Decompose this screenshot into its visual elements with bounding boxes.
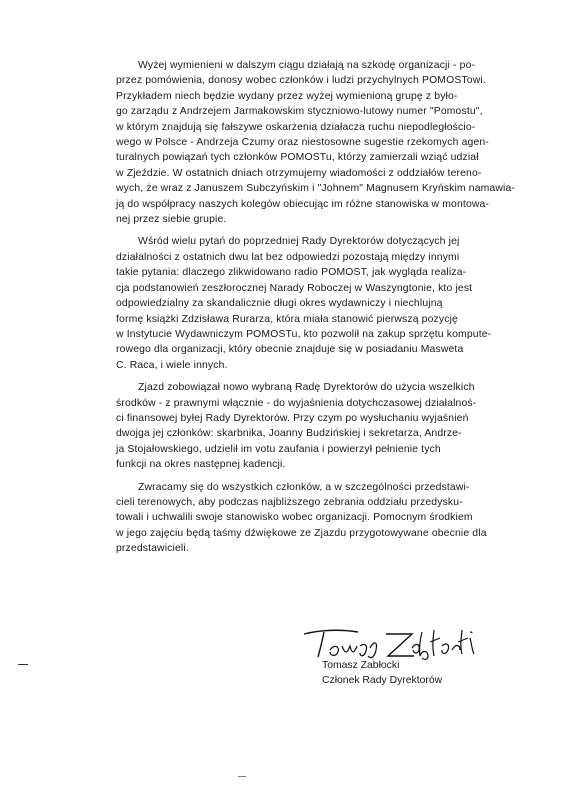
text-line: formę książki Zdzisława Rurarza, która miała stanowić pierwszą pozycję xyxy=(116,313,458,325)
paragraph-1 xyxy=(116,58,554,227)
text-line: wego w Polsce - Andrzeja Czumy oraz niestosowne sugestie rzekomych agen- xyxy=(116,137,489,149)
text-line: wych, że wraz z Januszem Subczyńskim i "Johnem" Magnusem Kryńskim namawia- xyxy=(116,183,516,195)
text-line: środków - z prawnymi włącznie - do wyjaśnienia dotychczasowej działalnoś- xyxy=(116,397,477,409)
text-line: w jego zajęciu będą taśmy dźwiękowe ze Zjazdu przygotowywane obecnie dla xyxy=(116,527,487,539)
text-line: Zwracamy się do wszystkich członków, a w szczególności przedstawi- xyxy=(138,481,470,493)
text-line: takie pytania: dlaczego zlikwidowano radio POMOST, jak wygląda realiza- xyxy=(116,267,467,279)
text-line: turalnych powiązań tych członków POMOSTu, którzy zamierzali wziąć udział xyxy=(116,152,479,164)
text-line: przez pomówienia, donosy wobec członków i ludzi przychylnych POMOSTowi. xyxy=(116,75,486,87)
text-line: w Instytucie Wydawniczym POMOSTu, kto pozwolił na zakup sprzętu komputе- xyxy=(116,328,492,340)
paragraph-4 xyxy=(116,480,554,557)
handwritten-signature-icon xyxy=(300,624,500,664)
signature-block xyxy=(300,624,540,694)
text-line: w Zjeździe. W ostatnich dniach otrzymujemy wiadomości z oddziałów tereno- xyxy=(116,167,482,179)
text-line: towali i uchwalili swoje stanowisko wobec organizacji. Pomocnym środkiem xyxy=(116,512,473,524)
text-line: C. Raca, i wiele innych. xyxy=(116,359,228,371)
text-line: Przykładem niech będzie wydany przez wyżej wymienioną grupę z było- xyxy=(116,90,458,102)
text-line: cja podstanowień zeszłorocznej Narady Roboczej w Waszyngtonie, kto jest xyxy=(116,282,473,294)
text-line: w którym znajdują się fałszywe oskarżenia działacza ruchu niepodległościo- xyxy=(116,121,476,133)
text-line: go zarządu z Andrzejem Jarmakowskim styczniowo-lutowy numer "Pomostu", xyxy=(116,106,483,118)
text-line: działalności z ostatnich dwu lat bez odpowiedzi pozostają między innymi xyxy=(116,251,460,263)
signatory-title: Członek Rady Dyrektorów xyxy=(322,675,443,686)
text-line: przedstawicieli. xyxy=(116,543,189,555)
signatory-name: Tomasz Zabłocki xyxy=(322,660,400,671)
text-line: odpowiedzialny za skandalicznie długi okres wydawniczy i niechlujną xyxy=(116,298,443,310)
text-line: ci finansowej byłej Rady Dyrektorów. Przy czym po wysłuchaniu wyjaśnień xyxy=(116,412,469,424)
text-line: dwojga jej członków: skarbnika, Joanny Budzińskiej i sekretarza, Andrze- xyxy=(116,428,462,440)
text-line: nej przez siebie grupie. xyxy=(116,214,227,226)
margin-mark xyxy=(18,664,28,665)
text-line: Wśród wielu pytań do poprzedniej Rady Dyrektorów dotyczących jej xyxy=(138,236,460,248)
text-line: ja Stojałowskiego, udzielił im votu zaufania i powierzył pełnienie tych xyxy=(116,443,441,455)
text-line: Zjazd zobowiązał nowo wybraną Radę Dyrektorów do użycia wszelkich xyxy=(138,382,475,394)
text-line: ją do współpracy naszych kolegów obiecując im różne stanowiska w montowa- xyxy=(116,198,490,210)
text-line: funkcji na okres następnej kadencji. xyxy=(116,459,286,471)
paragraph-2 xyxy=(116,234,554,373)
footer-mark xyxy=(238,776,246,777)
text-line: cieli terenowych, aby podczas najbliższego zebrania oddziału przedysku- xyxy=(116,496,463,508)
text-line: Wyżej wymienieni w dalszym ciągu działają na szkodę organizacji - po- xyxy=(138,60,476,71)
letter-body xyxy=(116,58,554,564)
paragraph-3 xyxy=(116,380,554,472)
text-line: rowego dla organizacji, który obecnie znajduje się w posiadaniu Masweta xyxy=(116,344,464,356)
